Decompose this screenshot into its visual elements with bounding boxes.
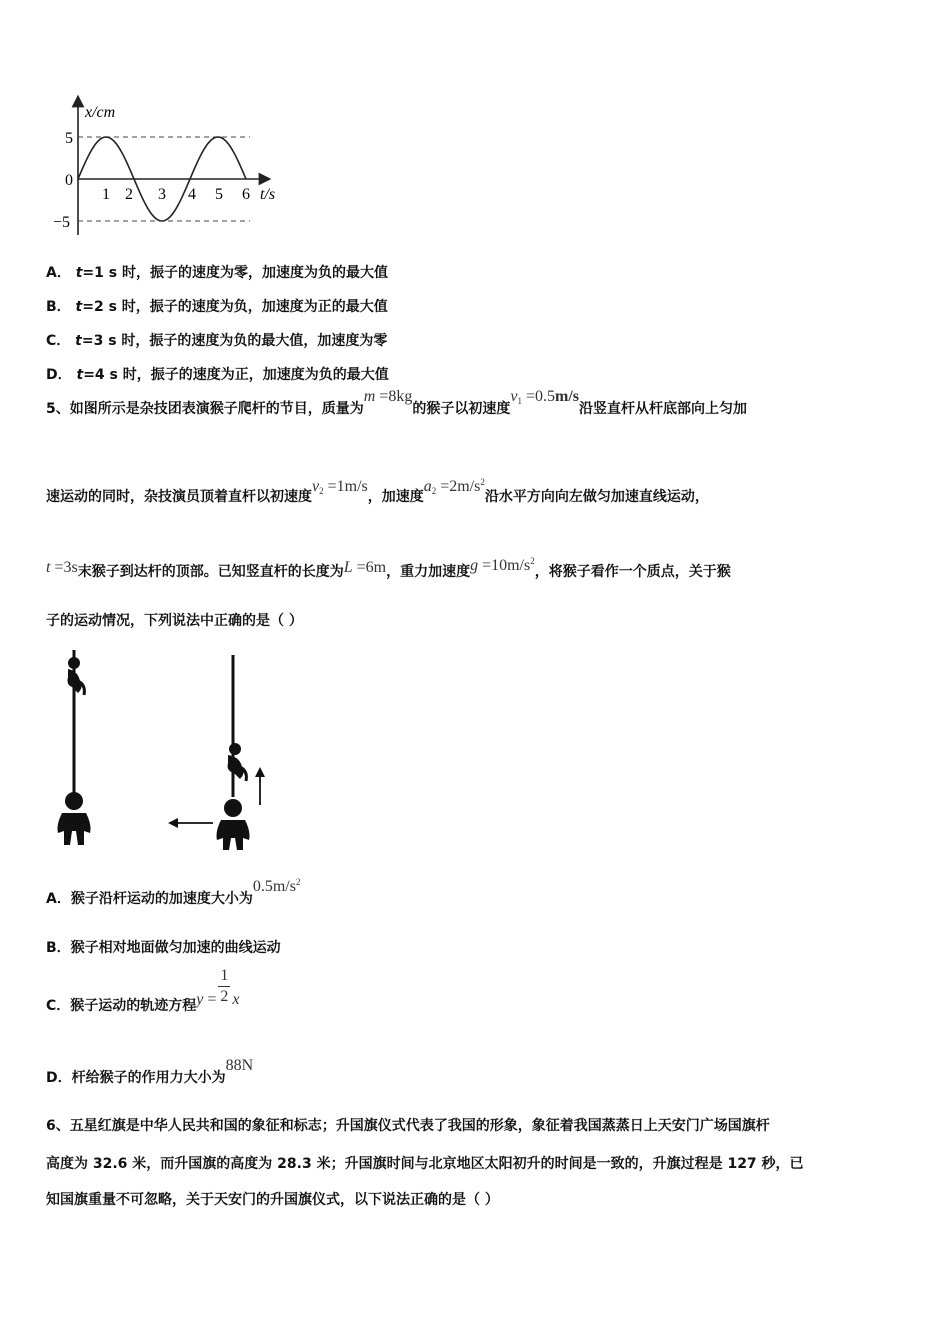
option-text: =4 s 时，振子的速度为正，加速度为负的最大值 xyxy=(83,367,389,383)
up-arrow-icon xyxy=(255,767,265,805)
mass-expression: m =8kg xyxy=(363,388,413,405)
a2-expression: $a2 =2m/s^2$ xyxy=(423,477,485,496)
q5-option-b xyxy=(46,937,281,957)
displacement-time-graph xyxy=(55,95,305,245)
t-variable: t xyxy=(76,367,84,383)
q5-option-d xyxy=(46,1055,254,1086)
option-letter: A． xyxy=(46,265,71,281)
x-tick: 4 xyxy=(188,186,196,203)
fraction: $\frac{1}{2}$ xyxy=(220,967,229,1005)
q5-option-a xyxy=(46,877,301,908)
option-text: =1 s 时，振子的速度为零，加速度为负的最大值 xyxy=(82,265,388,281)
q6-line-2: 高度为 32.6 米，而升国旗的高度为 28.3 米；升国旗时间与北京地区太阳初升的时间是一致的，升旗过程是 127 秒，已 xyxy=(46,1156,804,1172)
q6-line-3: 知国旗重量不可忽略，关于天安门的升国旗仪式，以下说法正确的是（ ） xyxy=(46,1192,499,1208)
q5-text: 沿竖直杆从杆底部向上匀加 xyxy=(578,401,747,417)
option-text: A．猴子沿杆运动的加速度大小为 xyxy=(46,891,253,907)
q5-text: 5、如图所示是杂技团表演猴子爬杆的节目，质量为 xyxy=(46,401,364,417)
q5-text: 子的运动情况，下列说法中正确的是（ ） xyxy=(46,613,303,629)
q6-line-1: 6、五星红旗是中华人民共和国的象征和标志；升国旗仪式代表了我国的形象，象征着我国蒸蒸日上天安门广场国旗杆 xyxy=(46,1118,770,1134)
option-text: B．猴子相对地面做匀加速的曲线运动 xyxy=(46,940,281,956)
t-variable: t xyxy=(75,333,82,349)
option-text: D．杆给猴子的作用力大小为 xyxy=(46,1070,226,1086)
y-axis-label: x/cm xyxy=(85,104,116,121)
force-value: 88N xyxy=(225,1057,254,1074)
right-acrobat-icon xyxy=(217,799,250,850)
v2-expression: v2 =1m/s xyxy=(312,478,368,496)
q4-option-b xyxy=(46,296,388,316)
left-arrow-icon xyxy=(168,818,213,828)
right-monkey-icon xyxy=(228,743,247,781)
q5-line-4 xyxy=(46,610,303,630)
v1-expression: v1 =0.5m/s xyxy=(510,388,579,406)
q5-text: 沿水平方向向左做匀加速直线运动， xyxy=(484,489,709,505)
option-text: =2 s 时，振子的速度为负，加速度为正的最大值 xyxy=(82,299,388,315)
q5-text: ，重力加速度 xyxy=(386,564,471,580)
x-tick: 3 xyxy=(158,186,166,203)
t-variable: t xyxy=(75,299,83,315)
q5-text: 末猴子到达杆的顶部。已知竖直杆的长度为 xyxy=(77,564,344,580)
length-expression: L =6m xyxy=(343,559,387,576)
option-letter: B． xyxy=(46,299,71,315)
q5-text: 速运动的同时，杂技演员顶着直杆以初速度 xyxy=(46,489,312,505)
q5-line-3 xyxy=(46,556,731,581)
q4-option-a xyxy=(46,262,388,282)
x-tick: 1 xyxy=(102,186,110,203)
q5-text: ，将猴子看作一个质点，关于猴 xyxy=(534,564,731,580)
q5-text: ，加速度 xyxy=(367,489,424,505)
option-text: C．猴子运动的轨迹方程 xyxy=(46,998,197,1014)
gravity-expression: $g =10m/s^2$ xyxy=(470,556,535,574)
x-tick: 5 xyxy=(215,186,223,203)
q5-option-c xyxy=(46,967,240,1014)
y-tick-5: 5 xyxy=(65,130,73,147)
t-expression: t =3s xyxy=(46,559,78,576)
y-tick-0: 0 xyxy=(65,172,73,189)
x-tick: 6 xyxy=(242,186,250,203)
x-axis-label: t/s xyxy=(260,186,276,203)
left-monkey-icon xyxy=(68,657,85,695)
t-variable: t xyxy=(75,265,83,281)
q5-line-2 xyxy=(46,477,709,506)
option-letter: D． xyxy=(46,367,72,383)
y-tick-neg5: −5 xyxy=(53,214,71,231)
left-acrobat-icon xyxy=(58,792,91,845)
option-text: =3 s 时，振子的速度为负的最大值，加速度为零 xyxy=(81,333,388,349)
q4-option-d xyxy=(46,364,389,384)
trajectory-equation: y = $\frac{1}{2}$ x xyxy=(196,967,240,1009)
q5-line-1 xyxy=(46,388,747,418)
accel-value: $0.5m/s^2$ xyxy=(252,877,301,895)
q5-text: 的猴子以初速度 xyxy=(412,401,511,417)
x-tick: 2 xyxy=(125,186,133,203)
monkey-pole-illustration xyxy=(50,645,280,850)
option-letter: C． xyxy=(46,333,71,349)
q4-option-c xyxy=(46,330,387,350)
